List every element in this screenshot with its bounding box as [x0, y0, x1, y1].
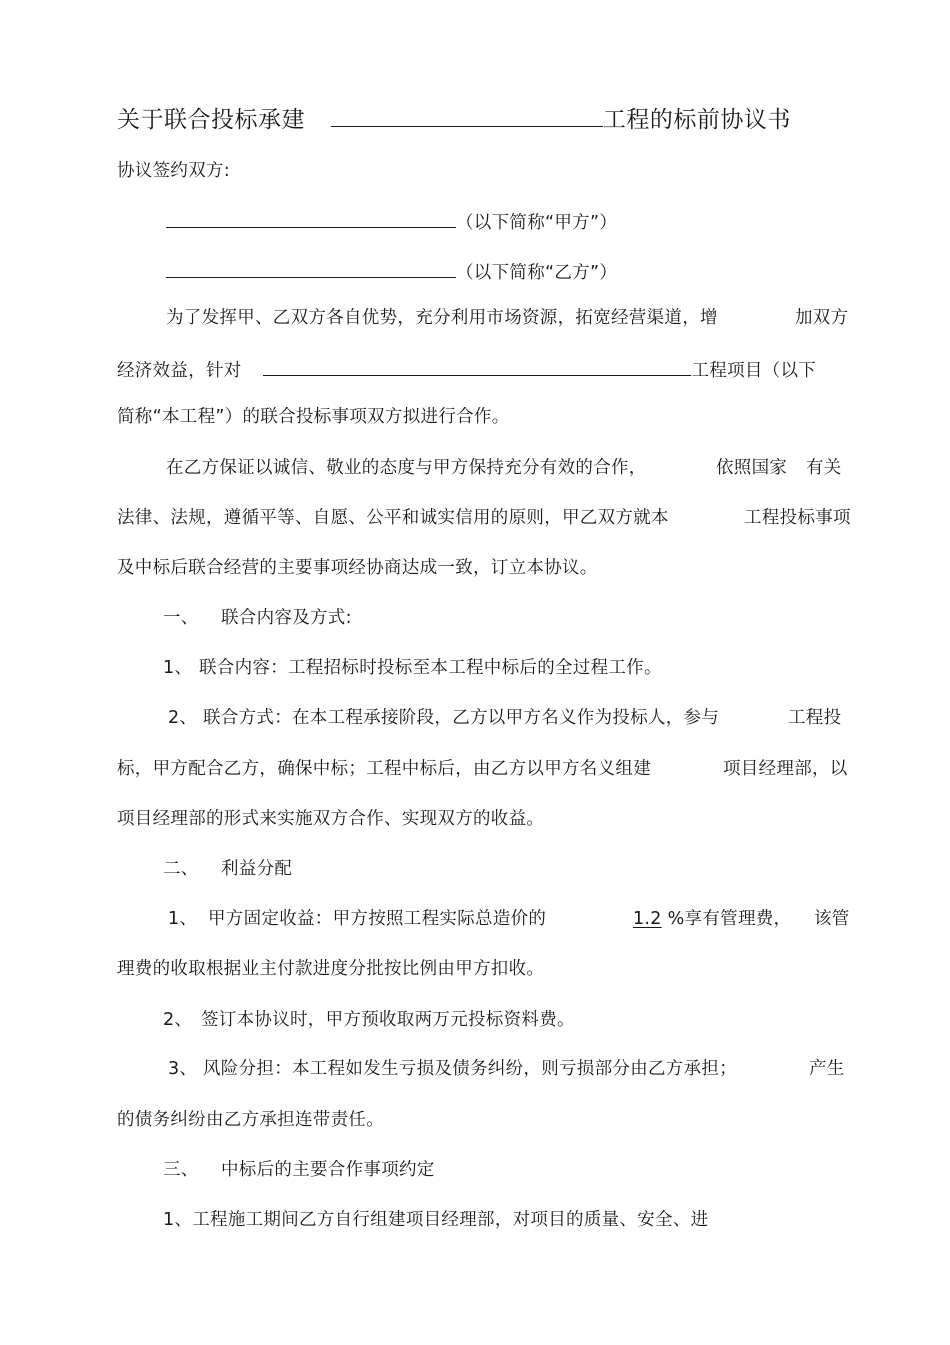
basis-line-1c: 有关: [806, 458, 842, 478]
s1-item-2-number: 2、: [168, 708, 198, 728]
s1-item-2-line-2b: 项目经理部，以: [723, 759, 848, 779]
s1-item-2-line-2a: 标，甲方配合乙方，确保中标；工程中标后，由乙方以甲方名义组建: [117, 759, 651, 779]
basis-line-3: 及中标后联合经营的主要事项经协商达成一致，订立本协议。: [117, 558, 598, 578]
section-3-number: 三、: [163, 1160, 199, 1180]
s3-item-1-text: 1、工程施工期间乙方自行组建项目经理部，对项目的质量、安全、进: [163, 1210, 709, 1230]
party-a-label: （以下简称“甲方”）: [456, 213, 618, 233]
s2-item-3-line-1b: 产生: [809, 1059, 845, 1079]
s2-item-1-rate: [633, 907, 791, 931]
title-suffix: 工程的标前协议书: [602, 107, 791, 133]
s2-item-3-line-1a: 风险分担：本工程如发生亏损及债务纠纷，则亏损部分由乙方承担；: [203, 1059, 737, 1079]
s1-item-1-text: 联合内容：工程招标时投标至本工程中标后的全过程工作。: [199, 658, 662, 678]
intro-line-2b: 工程项目（以下: [691, 361, 817, 381]
s2-item-2-text: 签订本协议时，甲方预收取两万元投标资料费。: [201, 1010, 575, 1030]
project-blank: [263, 355, 691, 376]
party-b-label: （以下简称“乙方”）: [456, 263, 618, 283]
s2-item-1-line-2: 理费的收取根据业主付款进度分批按比例由甲方扣收。: [117, 959, 545, 979]
s2-item-1-line-1b: %享有管理费，: [667, 909, 792, 929]
party-a-line: [166, 207, 617, 235]
s1-item-2-line-1b: 工程投: [788, 708, 842, 728]
section-2-number: 二、: [163, 859, 199, 879]
project-name-blank: [331, 106, 603, 127]
section-3-heading: 中标后的主要合作事项约定: [221, 1160, 435, 1180]
section-1-number: 一、: [163, 608, 199, 628]
management-fee-rate: 1.2: [633, 909, 662, 929]
parties-heading: 协议签约双方:: [117, 161, 230, 181]
s2-item-1-line-1a: 甲方固定收益：甲方按照工程实际总造价的: [208, 909, 547, 929]
title-prefix: 关于联合投标承建: [117, 107, 305, 133]
party-b-blank: [166, 257, 456, 278]
intro-line-1a: 为了发挥甲、乙双方各自优势，充分利用市场资源，拓宽经营渠道，增: [166, 308, 718, 328]
basis-line-2a: 法律、法规，遵循平等、自愿、公平和诚实信用的原则，甲乙双方就本: [117, 508, 669, 528]
s2-item-3-number: 3、: [168, 1059, 198, 1079]
s2-item-2-number: 2、: [163, 1010, 193, 1030]
s1-item-2-line-3: 项目经理部的形式来实施双方合作、实现双方的收益。: [117, 809, 545, 829]
basis-line-2b: 工程投标事项: [744, 508, 851, 528]
s2-item-1-number: 1、: [168, 909, 198, 929]
party-b-line: [166, 257, 617, 285]
section-1-heading: 联合内容及方式:: [221, 608, 352, 628]
s1-item-2-line-1a: 联合方式：在本工程承接阶段，乙方以甲方名义作为投标人，参与: [203, 708, 720, 728]
intro-line-2a: 经济效益，针对: [117, 361, 242, 381]
s2-item-1-line-1c: 该管: [814, 909, 850, 929]
intro-line-2: [117, 355, 816, 383]
party-a-blank: [166, 207, 456, 228]
intro-line-3: 简称“本工程”）的联合投标事项双方拟进行合作。: [117, 407, 510, 427]
basis-line-1a: 在乙方保证以诚信、敬业的态度与甲方保持充分有效的合作，: [166, 458, 647, 478]
s2-item-3-line-2: 的债务纠纷由乙方承担连带责任。: [117, 1110, 384, 1130]
basis-line-1b: 依照国家: [716, 458, 788, 478]
section-2-heading: 利益分配: [221, 859, 293, 879]
intro-line-1b: 加双方: [795, 308, 849, 328]
s1-item-1-number: 1、: [163, 658, 193, 678]
document-title: [117, 105, 791, 135]
